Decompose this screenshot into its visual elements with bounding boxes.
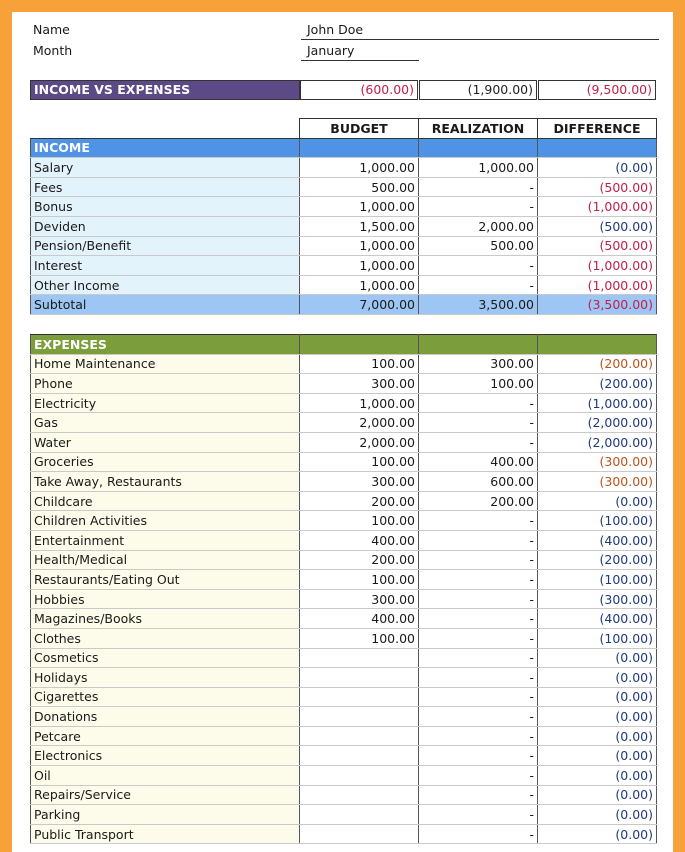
budget-cell[interactable]: 100.00: [300, 452, 419, 472]
difference-cell[interactable]: (300.00): [538, 452, 657, 472]
expenses-title: EXPENSES: [31, 335, 300, 355]
budget-cell[interactable]: [300, 785, 419, 805]
income-header-fill: [300, 138, 419, 158]
table-row: [31, 766, 657, 786]
row-label: Hobbies: [31, 589, 300, 609]
expenses-section-header: [31, 335, 657, 355]
realization-cell[interactable]: -: [419, 570, 538, 590]
difference-cell[interactable]: (0.00): [538, 726, 657, 746]
table-row: [31, 530, 657, 550]
column-header-budget: BUDGET: [300, 119, 419, 139]
difference-cell[interactable]: (400.00): [538, 530, 657, 550]
row-label: Restaurants/Eating Out: [31, 570, 300, 590]
summary-budget-cell[interactable]: (600.00): [300, 80, 418, 100]
realization-cell[interactable]: -: [419, 824, 538, 844]
row-label: Interest: [31, 256, 300, 276]
table-row: [31, 805, 657, 825]
row-label: Repairs/Service: [31, 785, 300, 805]
subtotal-label: Subtotal: [31, 295, 300, 315]
difference-cell[interactable]: (0.00): [538, 668, 657, 688]
row-label: Oil: [31, 766, 300, 786]
realization-cell[interactable]: -: [419, 785, 538, 805]
table-row: [31, 785, 657, 805]
realization-cell[interactable]: 400.00: [419, 452, 538, 472]
table-row: [31, 374, 657, 394]
table-row: [31, 687, 657, 707]
table-row: [31, 158, 657, 178]
name-label: Name: [33, 22, 70, 37]
expenses-header-fill: [300, 335, 419, 355]
difference-cell[interactable]: (100.00): [538, 570, 657, 590]
difference-cell[interactable]: (200.00): [538, 374, 657, 394]
income-title: INCOME: [31, 138, 300, 158]
realization-cell[interactable]: -: [419, 275, 538, 295]
realization-cell[interactable]: -: [419, 668, 538, 688]
row-label: Entertainment: [31, 530, 300, 550]
budget-cell[interactable]: 300.00: [300, 589, 419, 609]
row-label: Electricity: [31, 393, 300, 413]
realization-cell[interactable]: 500.00: [419, 236, 538, 256]
budget-cell[interactable]: 300.00: [300, 374, 419, 394]
table-row: [31, 491, 657, 511]
column-header-row: [31, 119, 657, 139]
column-header-difference: DIFFERENCE: [538, 119, 657, 139]
budget-cell[interactable]: [300, 824, 419, 844]
table-row: [31, 236, 657, 256]
difference-cell[interactable]: (300.00): [538, 589, 657, 609]
table-row: [31, 472, 657, 492]
table-row: [31, 609, 657, 629]
table-row: [31, 275, 657, 295]
row-label: Clothes: [31, 628, 300, 648]
income-vs-expenses-label: INCOME VS EXPENSES: [30, 80, 300, 100]
table-row: [31, 589, 657, 609]
row-label: Bonus: [31, 197, 300, 217]
income-header-fill: [538, 138, 657, 158]
column-header-realization: REALIZATION: [419, 119, 538, 139]
table-row: [31, 354, 657, 374]
month-label: Month: [33, 43, 73, 58]
realization-cell[interactable]: -: [419, 726, 538, 746]
budget-cell[interactable]: 200.00: [300, 491, 419, 511]
table-row: [31, 746, 657, 766]
difference-cell[interactable]: (300.00): [538, 472, 657, 492]
difference-cell[interactable]: (1,000.00): [538, 393, 657, 413]
name-field[interactable]: John Doe: [301, 21, 659, 40]
table-row: [31, 216, 657, 236]
budget-cell[interactable]: [300, 648, 419, 668]
table-row: [31, 648, 657, 668]
budget-cell[interactable]: 200.00: [300, 550, 419, 570]
table-row: [31, 393, 657, 413]
difference-cell[interactable]: (0.00): [538, 805, 657, 825]
difference-cell[interactable]: (0.00): [538, 648, 657, 668]
realization-cell[interactable]: -: [419, 589, 538, 609]
budget-cell[interactable]: [300, 687, 419, 707]
row-label: Cigarettes: [31, 687, 300, 707]
table-row: [31, 668, 657, 688]
realization-cell[interactable]: -: [419, 628, 538, 648]
difference-cell[interactable]: (100.00): [538, 511, 657, 531]
realization-cell[interactable]: 2,000.00: [419, 216, 538, 236]
budget-sheet: [12, 12, 673, 852]
difference-cell[interactable]: (500.00): [538, 177, 657, 197]
budget-cell[interactable]: [300, 726, 419, 746]
realization-cell[interactable]: -: [419, 256, 538, 276]
realization-cell[interactable]: 100.00: [419, 374, 538, 394]
realization-cell[interactable]: -: [419, 432, 538, 452]
difference-cell[interactable]: (0.00): [538, 707, 657, 727]
difference-cell[interactable]: (200.00): [538, 550, 657, 570]
budget-cell[interactable]: 1,000.00: [300, 256, 419, 276]
row-label: Parking: [31, 805, 300, 825]
budget-cell[interactable]: 1,500.00: [300, 216, 419, 236]
table-row: [31, 413, 657, 433]
difference-cell[interactable]: (0.00): [538, 824, 657, 844]
budget-cell[interactable]: 2,000.00: [300, 413, 419, 433]
difference-cell[interactable]: (0.00): [538, 491, 657, 511]
row-label: Magazines/Books: [31, 609, 300, 629]
row-label: Salary: [31, 158, 300, 178]
table-row: [31, 256, 657, 276]
row-label: Cosmetics: [31, 648, 300, 668]
budget-cell[interactable]: 400.00: [300, 530, 419, 550]
budget-cell[interactable]: 100.00: [300, 511, 419, 531]
difference-cell[interactable]: (0.00): [538, 158, 657, 178]
difference-cell[interactable]: (500.00): [538, 236, 657, 256]
subtotal-difference-cell[interactable]: (3,500.00): [538, 295, 657, 315]
budget-cell[interactable]: 1,000.00: [300, 236, 419, 256]
row-label: Gas: [31, 413, 300, 433]
row-label: Electronics: [31, 746, 300, 766]
row-label: Health/Medical: [31, 550, 300, 570]
realization-cell[interactable]: -: [419, 511, 538, 531]
realization-cell[interactable]: 600.00: [419, 472, 538, 492]
difference-cell[interactable]: (1,000.00): [538, 256, 657, 276]
row-label: Phone: [31, 374, 300, 394]
difference-cell[interactable]: (0.00): [538, 785, 657, 805]
table-row: [31, 707, 657, 727]
table-row: [31, 726, 657, 746]
expenses-table: [30, 334, 657, 844]
row-label: Deviden: [31, 216, 300, 236]
row-label: Holidays: [31, 668, 300, 688]
budget-cell[interactable]: 1,000.00: [300, 158, 419, 178]
table-row: [31, 197, 657, 217]
difference-cell[interactable]: (200.00): [538, 354, 657, 374]
table-row: [31, 432, 657, 452]
budget-cell[interactable]: 100.00: [300, 570, 419, 590]
row-label: Petcare: [31, 726, 300, 746]
realization-cell[interactable]: -: [419, 766, 538, 786]
budget-cell[interactable]: 400.00: [300, 609, 419, 629]
table-row: [31, 452, 657, 472]
budget-cell[interactable]: 2,000.00: [300, 432, 419, 452]
difference-cell[interactable]: (2,000.00): [538, 432, 657, 452]
difference-cell[interactable]: (2,000.00): [538, 413, 657, 433]
income-section-header: [31, 138, 657, 158]
row-label: Water: [31, 432, 300, 452]
difference-cell[interactable]: (100.00): [538, 628, 657, 648]
realization-cell[interactable]: 1,000.00: [419, 158, 538, 178]
subtotal-budget-cell[interactable]: 7,000.00: [300, 295, 419, 315]
budget-cell[interactable]: 1,000.00: [300, 275, 419, 295]
expenses-header-fill: [419, 335, 538, 355]
table-row: [31, 511, 657, 531]
difference-cell[interactable]: (0.00): [538, 746, 657, 766]
row-label: Other Income: [31, 275, 300, 295]
row-label: Childcare: [31, 491, 300, 511]
income-header-fill: [419, 138, 538, 158]
realization-cell[interactable]: -: [419, 530, 538, 550]
difference-cell[interactable]: (400.00): [538, 609, 657, 629]
realization-cell[interactable]: -: [419, 393, 538, 413]
difference-cell[interactable]: (0.00): [538, 766, 657, 786]
budget-cell[interactable]: [300, 746, 419, 766]
realization-cell[interactable]: -: [419, 609, 538, 629]
header-blank: [31, 119, 300, 139]
row-label: Public Transport: [31, 824, 300, 844]
realization-cell[interactable]: 300.00: [419, 354, 538, 374]
row-label: Children Activities: [31, 511, 300, 531]
realization-cell[interactable]: -: [419, 687, 538, 707]
row-label: Fees: [31, 177, 300, 197]
income-vs-expenses-row: [30, 80, 659, 100]
difference-cell[interactable]: (500.00): [538, 216, 657, 236]
budget-cell[interactable]: 1,000.00: [300, 197, 419, 217]
realization-cell[interactable]: -: [419, 550, 538, 570]
month-field[interactable]: January: [301, 42, 419, 61]
table-row: [31, 824, 657, 844]
budget-cell[interactable]: 100.00: [300, 628, 419, 648]
budget-cell[interactable]: [300, 805, 419, 825]
row-label: Take Away, Restaurants: [31, 472, 300, 492]
table-row: [31, 570, 657, 590]
realization-cell[interactable]: -: [419, 413, 538, 433]
difference-cell[interactable]: (1,000.00): [538, 197, 657, 217]
realization-cell[interactable]: -: [419, 648, 538, 668]
realization-cell[interactable]: -: [419, 707, 538, 727]
budget-cell[interactable]: 100.00: [300, 354, 419, 374]
income-table: [30, 118, 657, 315]
subtotal-realization-cell[interactable]: 3,500.00: [419, 295, 538, 315]
income-subtotal-row: [31, 295, 657, 315]
row-label: Pension/Benefit: [31, 236, 300, 256]
table-row: [31, 628, 657, 648]
budget-cell[interactable]: [300, 707, 419, 727]
row-label: Donations: [31, 707, 300, 727]
budget-cell[interactable]: 1,000.00: [300, 393, 419, 413]
row-label: Home Maintenance: [31, 354, 300, 374]
expenses-header-fill: [538, 335, 657, 355]
budget-cell[interactable]: [300, 668, 419, 688]
budget-cell[interactable]: [300, 766, 419, 786]
realization-cell[interactable]: -: [419, 746, 538, 766]
row-label: Groceries: [31, 452, 300, 472]
realization-cell[interactable]: -: [419, 805, 538, 825]
budget-cell[interactable]: 500.00: [300, 177, 419, 197]
difference-cell[interactable]: (1,000.00): [538, 275, 657, 295]
realization-cell[interactable]: 200.00: [419, 491, 538, 511]
summary-realization-cell[interactable]: (1,900.00): [419, 80, 537, 100]
difference-cell[interactable]: (0.00): [538, 687, 657, 707]
realization-cell[interactable]: -: [419, 197, 538, 217]
realization-cell[interactable]: -: [419, 177, 538, 197]
table-row: [31, 177, 657, 197]
summary-difference-cell[interactable]: (9,500.00): [538, 80, 656, 100]
table-row: [31, 550, 657, 570]
budget-cell[interactable]: 300.00: [300, 472, 419, 492]
